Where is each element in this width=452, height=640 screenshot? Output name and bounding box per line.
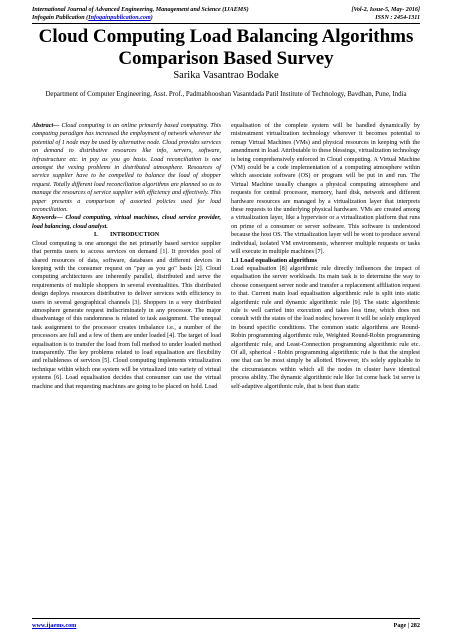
author-name: Sarika Vasantrao Bodake (173, 70, 279, 81)
page-footer (32, 622, 420, 629)
abstract-label: Abstract— (32, 123, 60, 129)
abstract-text: Cloud computing is an online primarily based computing. This computing paradigm has increased the employment of network wherever the potential of 1 node may be used by alternative node. Cloud provides services on demand to distributive resources like info, servers, software, infrastructure etc. in pay as you go basis. Load reconciliation is one amongst the vexing problems in distributed atmosphere. Resources of service supplier have to be compelled to balance the load of shopper request. Totally different load reconciliation algorithms are planned so as to manage the resources of service supplier with efficiency and effectively. This paper presents a comparison of assorted policies used for load reconciliation. (32, 123, 221, 214)
volume-info: [Vol-2, Issue-5, May- 2016] (351, 7, 420, 13)
publisher-link[interactable]: Infogainpublication.com (88, 15, 151, 21)
journal-header (32, 6, 420, 22)
body-paragraph-load-equalisation: Load equalisation [8] algorithmic rule directly influences the impact of equalisation the server workloads. Its main task is to determine the way to choose consequent server node and transfer a replacement affiliation request to that. Current main load equalisation algorithmic rule is split into static algorithmic rule and dynamic algorithmic rule [9]. The static algorithmic rule is well carried into execution and takes less time, which does not consult with the states of the load nodes; however it will be solely employed in bound specific conditions. The common static algorithms are Round-Robin programming algorithmic rule, Weighted Round-Robin programming algorithmic rule, and Least-Connection programming algorithmic rule etc. Of all, spherical - Robin programming algorithmic rule is that the simplest one that can be most simply be allotted. However, it's solely applicable to the circumstances within which all the nodes in cluster have identical process ability. The dynamic algorithmic rule like 1st come back 1st serve is self-adaptive algorithmic rule, that is best than static (231, 265, 420, 390)
paper-title: Cloud Computing Load Balancing Algorithms Comparison Based Survey (38, 26, 414, 69)
introduction-paragraph: Cloud computing is one amongst the net primarily based service supplier that permits users to access services on demand [1]. It provides pool of shared resources of data, software, databases and different devices in keeping with the consumer request on "pay as you go" basis [2]. Cloud computing architectures are inherently parallel, distributed and serve the requirements of multiple shoppers in several eventualities. This distributed design deploys resources distributive to deliver services with efficiency to users in several geographical channels [3]. Shoppers in a very distributed atmosphere generate request indiscriminately in any processor. The major disadvantage of this randomness is related to task assignment. The unequal task assignment to the processor creates imbalance i.e., a number of the processors are full and a few of them are under loaded [4]. The target of load equalisation is to transfer the load from full method to under loaded method transparently. The key problems related to load equalisation are flexibility and reliableness of services [5]. Cloud computing implements virtualization technique within which one system will be virtualized into variety of virtual systems [6]. Load equalisation decides that consumer can use the virtual machine and that requesting machines are going to be placed on hold. Load (32, 240, 221, 390)
journal-name: International Journal of Advanced Engineering, Management and Science (IJAEMS) (32, 7, 249, 13)
author-affiliation: Department of Computer Engineering, Asst. Prof., Padmabhooshan Vasantdada Patil Institute of Technology, Bavdhan, Pune, India (45, 91, 407, 98)
body-paragraph-virtualization: equalisation of the complete system will be handled dynamically by mistreatment virtualization technology wherever it becomes potential to remap Virtual Machines (VMs) and physical resources in keeping with the amendment in load. Attributable to these blessings, virtualization technology is being comprehensively enforced in Cloud computing. A Virtual Machine (VM) could be a code implementation of a computing atmosphere within which associate software (OS) or program will be put in and run. The Virtual Machine usually changes a physical computing atmosphere and requests for central processor, memory, hard disk, network and different hardware resources are managed by a virtualization layer that interprets these requests to the underlying physical hardware. VMs are created among a virtualization layer, like a hypervisor or a virtualization platform that runs on prime of a consumer or server software. This software is understood because the host OS. The virtualization layer will be wont to produce several individual, isolated VM environments, wherever multiple requests or tasks will execute in multiple machines [7]. (231, 123, 420, 256)
keywords (32, 214, 221, 231)
body-columns (32, 122, 420, 614)
right-column (231, 122, 420, 614)
keywords-text: Cloud computing, virtual machines, cloud service provider, load balancing, cloud analyst. (32, 215, 221, 230)
header-divider (32, 23, 420, 24)
abstract (32, 122, 221, 214)
page-number: Page | 282 (393, 622, 420, 629)
publisher: Infogain Publication (Infogainpublication.com) (32, 15, 153, 21)
left-column (32, 122, 221, 614)
issn: ISSN : 2454-1311 (375, 15, 420, 21)
footer-divider (32, 618, 420, 619)
section-heading-introduction: I. INTRODUCTION (93, 232, 160, 239)
keywords-label: Keywords— (32, 215, 63, 222)
subsection-heading: 1.1 Load equalisation algorithms (231, 257, 317, 264)
website-link[interactable]: www.ijaems.com (32, 622, 77, 629)
